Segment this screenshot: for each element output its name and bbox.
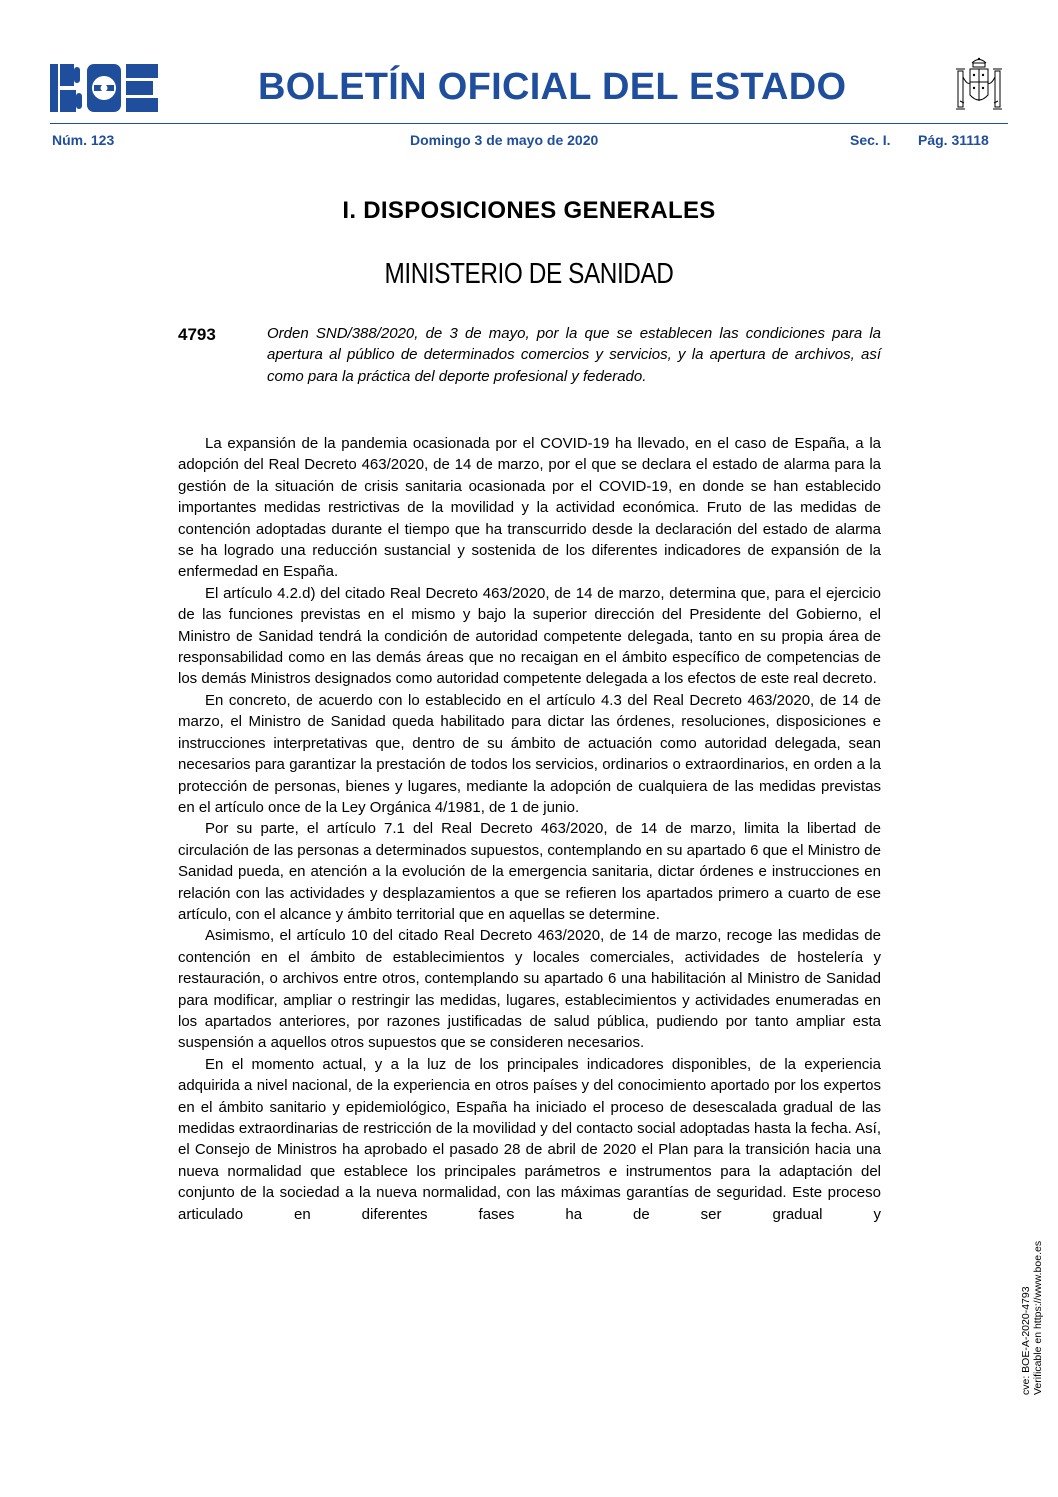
paragraph: El artículo 4.2.d) del citado Real Decreto 463/2020, de 14 de marzo, determina que, para el ejercicio de las funciones previstas en el mismo y bajo la superior dirección del Presidente del Gobierno, el Ministro de Sanidad tendrá la condición de autoridad competente delegada, tanto en su propia área de responsabilidad como en las demás áreas que no recaigan en el ámbito específico de competencias de los demás Ministros designados como autoridad competente delegada a los efectos de este real decreto. <box>178 584 881 688</box>
paragraph: En concreto, de acuerdo con lo establecido en el artículo 4.3 del Real Decreto 463/2020, de 14 de marzo, el Ministro de Sanidad queda habilitado para dictar las órdenes, resoluciones, disposiciones e instrucciones interpretativas que, dentro de su ámbito de actuación como autoridad delegada, sean necesarios para garantizar la prestación de todos los servicios, ordinarios o extraordinarios, en orden a la protección de personas, bienes y lugares, mediante la adopción de cualquiera de las medidas previstas en el artículo once de la Ley Orgánica 4/1981, de 1 de junio. <box>178 691 881 816</box>
paragraph: Por su parte, el artículo 7.1 del Real Decreto 463/2020, de 14 de marzo, limita la libertad de circulación de las personas a determinados supuestos, contemplando en su apartado 6 que el Ministro de Sanidad pueda, en atención a la evolución de la emergencia sanitaria, dictar órdenes e instrucciones en relación con las actividades y desplazamientos a que se refieren los apartados primero a cuarto de ese artículo, con el alcance y ámbito territorial que en aquellas se determine. <box>178 820 881 923</box>
header-divider <box>50 123 1008 124</box>
disposition-number: 4793 <box>178 325 216 344</box>
page-number: Pág. 31118 <box>918 132 989 148</box>
coat-of-arms-icon <box>952 55 1006 117</box>
ministry-title: MINISTERIO DE SANIDAD <box>384 258 674 290</box>
issue-date: Domingo 3 de mayo de 2020 <box>410 132 599 148</box>
section-label: Sec. I. <box>850 132 891 148</box>
boe-logo <box>50 64 158 112</box>
verification-note <box>1020 1241 1044 1395</box>
disposition-title: Orden SND/388/2020, de 3 de mayo, por la que se establecen las condiciones para la apertura al público de determinados comercios y servicios, y la apertura de archivos, así como para la práctica del deporte profesional y federado. <box>267 325 881 385</box>
body-text <box>178 433 881 1225</box>
cve-code: cve: BOE-A-2020-4793 <box>1020 1286 1032 1395</box>
paragraph: En el momento actual, y a la luz de los principales indicadores disponibles, de la experiencia adquirida a nivel nacional, de la experiencia en otros países y del conocimiento aportado por los expertos en el ámbito sanitario y epidemiológico, España ha iniciado el proceso de desescalada gradual de las medidas extraordinarias de restricción de la movilidad y del contacto social adoptadas hasta la fecha. Así, el Consejo de Ministros ha aprobado el pasado 28 de abril de 2020 el Plan para la transición hacia una nueva normalidad que establece los principales parámetros e instrumentos para la adaptación del conjunto de la sociedad a la nueva normalidad, con las máximas garantías de seguridad. Este proceso articulado en diferentes fases ha de ser gradual y <box>178 1055 881 1223</box>
paragraph: Asimismo, el artículo 10 del citado Real Decreto 463/2020, de 14 de marzo, recoge las medidas de contención en el ámbito de establecimientos y locales comerciales, actividades de hostelería y restauración, o archivos entre otros, contemplando su apartado 6 una habilitación al Ministro de Sanidad para modificar, ampliar o restringir las medidas, lugares, establecimientos y actividades enumeradas en los apartados anteriores, por razones justificadas de salud pública, pudiendo por tanto ampliar esta suspensión a aquellos otros supuestos que se consideren necesarios. <box>178 927 881 1052</box>
verification-link[interactable]: Verificable en https://www.boe.es <box>1032 1240 1044 1395</box>
issue-number: Núm. 123 <box>52 132 115 148</box>
section-title: I. DISPOSICIONES GENERALES <box>342 197 716 224</box>
gazette-title: BOLETÍN OFICIAL DEL ESTADO <box>258 66 847 108</box>
paragraph: La expansión de la pandemia ocasionada por el COVID-19 ha llevado, en el caso de España, a la adopción del Real Decreto 463/2020, de 14 de marzo, por el que se declara el estado de alarma para la gestión de la situación de crisis sanitaria ocasionada por el COVID-19, en donde se han establecido importantes medidas restrictivas de la movilidad y la actividad económica. Fruto de las medidas de contención adoptadas durante el tiempo que ha transcurrido desde la declaración del estado de alarma se ha logrado una reducción sustancial y sostenida de los diferentes indicadores de expansión de la enfermedad en España. <box>178 435 881 581</box>
